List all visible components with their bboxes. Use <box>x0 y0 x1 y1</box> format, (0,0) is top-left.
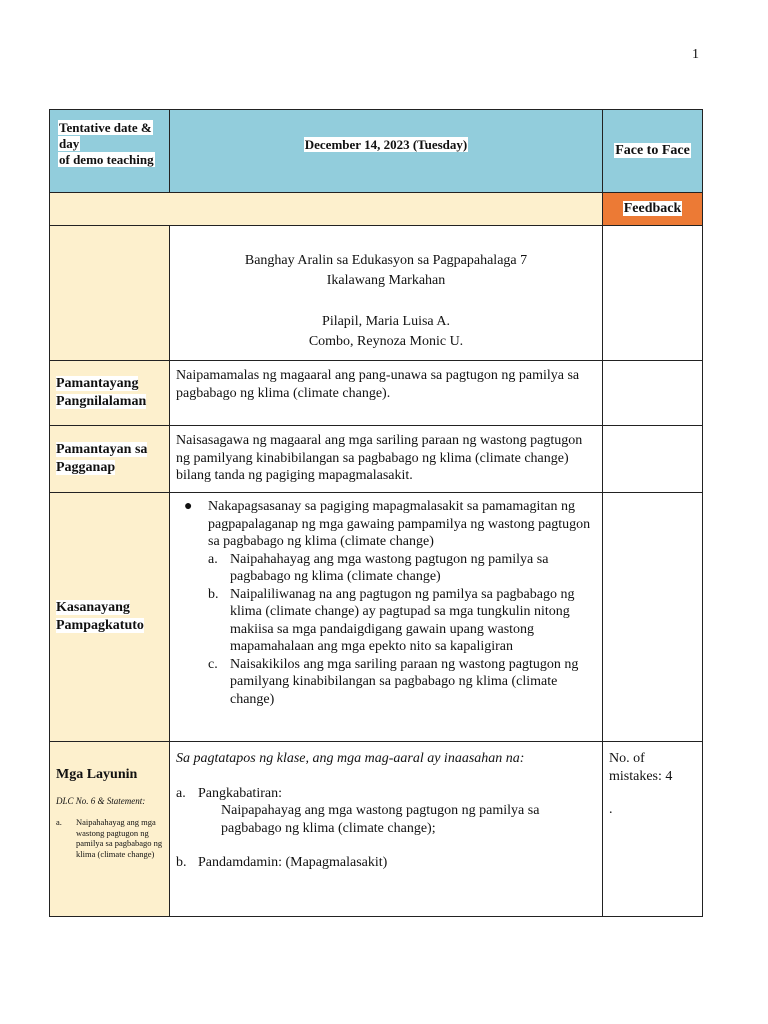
layunin-feedback-cell <box>603 742 703 917</box>
kasanayan-label <box>50 493 170 742</box>
pagganap-label-line1: Pamantayan sa <box>56 442 148 457</box>
competency-item-a <box>208 551 596 586</box>
objective-a <box>176 785 596 803</box>
author-2: Combo, Reynoza Monic U. <box>308 334 464 349</box>
competency-item-c <box>208 656 596 709</box>
competency-bullet-item <box>184 498 596 708</box>
competency-item-text: Naisakikilos ang mga sariling paraan ng wastong pagtugon ng pamilyang kinabibilangan sa pagbabago ng klima (climate change) <box>230 656 579 707</box>
dlc-letter: a. <box>56 817 62 827</box>
feedback-label: Feedback <box>623 201 682 217</box>
objective-a-letter: a. <box>176 785 186 801</box>
title-row-feedback-cell <box>603 226 703 361</box>
kasanayan-label-line1: Kasanayang <box>56 600 130 615</box>
quarter-title: Ikalawang Markahan <box>326 273 446 288</box>
feedback-mistakes-line1: No. of <box>609 751 645 766</box>
subject-title: Banghay Aralin sa Edukasyon sa Pagpapahalaga 7 <box>244 253 528 268</box>
layunin-row <box>50 742 703 917</box>
pangnilalaman-text: Naipamamalas ng magaaral ang pang-unawa sa pagtugon ng pamilya sa pagbabago ng klima (climate change). <box>170 361 603 426</box>
competency-item-text: Naipahahayag ang mga wastong pagtugon ng pamilya sa pagbabago ng klima (climate change) <box>230 551 549 584</box>
header-label-line1: Tentative date & <box>59 120 152 135</box>
dlc-text: Naipahahayag ang mga wastong pagtugon ng pamilya sa pagbabago ng klima (climate change) <box>76 817 163 859</box>
item-letter: c. <box>208 656 218 672</box>
kasanayan-content <box>170 493 603 742</box>
pagganap-label-line2: Pagganap <box>56 460 116 475</box>
feedback-header-spacer <box>50 193 603 226</box>
lesson-plan-table <box>49 109 703 917</box>
bullet-icon: ● <box>184 499 193 514</box>
pagganap-feedback-cell <box>603 426 703 493</box>
feedback-dot: . <box>609 802 613 817</box>
item-letter: a. <box>208 551 218 567</box>
pagganap-text: Naisasagawa ng magaaral ang mga sariling paraan ng wastong pagtugon ng pamilyang kinabibilangan sa pagbabago ng klima (climate change) bilang tanda ng pagiging mapagmalasakit. <box>170 426 603 493</box>
page-number: 1 <box>692 47 699 62</box>
objective-b <box>176 854 596 872</box>
pangnilalaman-label-line2: Pangnilalaman <box>56 394 147 409</box>
title-row <box>50 226 703 361</box>
pagganap-row <box>50 426 703 493</box>
header-row <box>50 110 703 193</box>
feedback-header-row <box>50 193 703 226</box>
kasanayan-label-line2: Pampagkatuto <box>56 618 144 633</box>
header-label-cell <box>50 110 170 193</box>
competency-bullet-text: Nakapagsasanay sa pagiging mapagmalasakit sa pamamagitan ng pagpapalaganap ng mga gawaing pampamilya ng wastong pagtugon sa pagbabago ng klima (climate change) <box>208 499 591 549</box>
layunin-content <box>170 742 603 917</box>
objective-b-letter: b. <box>176 855 187 870</box>
kasanayan-feedback-cell <box>603 493 703 742</box>
competency-item-b <box>208 586 596 656</box>
objectives-intro: Sa pagtatapos ng klase, ang mga mag-aaral ay inaasahan na: <box>176 751 525 766</box>
objective-a-title: Pangkabatiran: <box>198 785 282 801</box>
title-block <box>170 226 603 361</box>
pangnilalaman-label <box>50 361 170 426</box>
header-mode-cell <box>603 110 703 193</box>
author-1: Pilapil, Maria Luisa A. <box>322 314 450 329</box>
header-mode: Face to Face <box>615 143 690 159</box>
objective-b-title: Pandamdamin: (Mapagmalasakit) <box>198 855 388 870</box>
title-row-label-cell <box>50 226 170 361</box>
dlc-heading: DLC No. 6 & Statement: <box>56 796 146 806</box>
pagganap-label <box>50 426 170 493</box>
header-label-line3: of demo teaching <box>59 152 154 167</box>
kasanayan-row <box>50 493 703 742</box>
header-date-cell <box>170 110 603 193</box>
header-label-line2: day <box>59 136 80 151</box>
pangnilalaman-label-line1: Pamantayang <box>56 376 139 391</box>
feedback-mistakes-line2: mistakes: 4 <box>609 768 673 784</box>
competency-item-text: Naipaliliwanag na ang pagtugon ng pamilya sa pagbabago ng klima (climate change) ay pagtupad sa mga tungkulin nitong makiisa sa mga pandaigdigang gawain upang wastong mapamahalaan ang mga epekto nito sa kapaligiran <box>230 586 575 654</box>
pangnilalaman-row <box>50 361 703 426</box>
competency-sublist <box>208 551 596 709</box>
objective-a-detail: Naipapahayag ang mga wastong pagtugon ng pamilya sa pagbabago ng klima (climate change); <box>221 803 540 836</box>
layunin-label-cell <box>50 742 170 917</box>
header-date: December 14, 2023 (Tuesday) <box>304 137 468 152</box>
dlc-item <box>56 817 163 859</box>
feedback-header-cell <box>603 193 703 226</box>
pangnilalaman-feedback-cell <box>603 361 703 426</box>
competency-list <box>176 498 596 708</box>
item-letter: b. <box>208 586 219 602</box>
layunin-label: Mga Layunin <box>56 767 138 782</box>
